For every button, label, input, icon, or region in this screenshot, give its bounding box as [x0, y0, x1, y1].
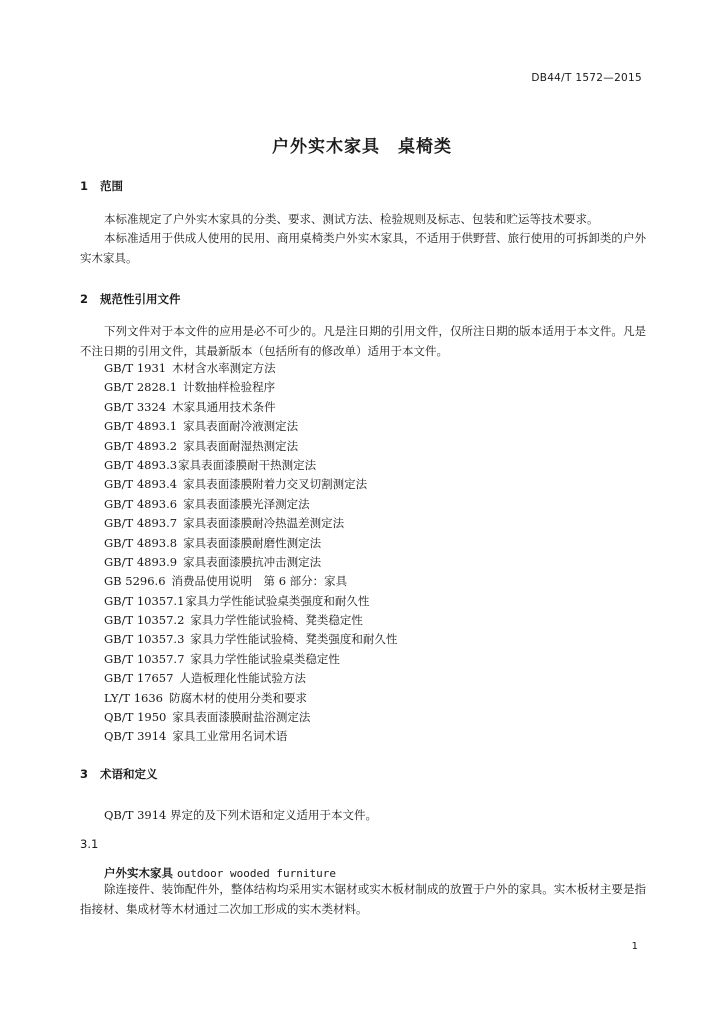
document-title: 户外实木家具 桌椅类 [272, 137, 452, 157]
reference-code: QB/T 1950 [104, 710, 167, 725]
reference-title: 家具力学性能试验椅、凳类稳定性 [190, 613, 363, 628]
section-title: 范围 [100, 179, 123, 193]
reference-code: GB/T 3324 [104, 399, 167, 414]
reference-item [104, 495, 397, 514]
reference-item [104, 398, 397, 417]
reference-code: GB/T 10357.7 [104, 651, 185, 666]
reference-title: 家具力学性能试验桌类强度和耐久性 [185, 593, 370, 608]
subsection-number: 3.1 [80, 837, 99, 851]
reference-item [104, 417, 397, 436]
reference-code: GB/T 4893.9 [104, 554, 178, 569]
reference-title: 防腐木材的使用分类和要求 [168, 690, 307, 705]
reference-code: GB/T 4893.2 [104, 438, 178, 453]
reference-item [104, 650, 397, 669]
reference-code: GB/T 2828.1 [104, 380, 178, 395]
reference-title: 消费品使用说明 第 6 部分：家具 [171, 574, 348, 589]
reference-code: GB/T 4893.7 [104, 516, 178, 531]
reference-item [104, 689, 397, 708]
reference-code: GB 5296.6 [104, 574, 166, 589]
section-number: 3 [80, 767, 89, 781]
reference-item [104, 359, 397, 378]
reference-code: GB/T 4893.6 [104, 496, 178, 511]
reference-title: 家具表面漆膜抗冲击测定法 [183, 554, 322, 569]
reference-title: 家具表面漆膜耐冷热温差测定法 [183, 516, 345, 531]
reference-title: 家具力学性能试验桌类稳定性 [190, 651, 340, 666]
reference-item [104, 534, 397, 553]
page-number: 1 [631, 941, 638, 952]
reference-item [104, 727, 397, 746]
reference-title: 家具表面耐冷液测定法 [183, 419, 299, 434]
reference-item [104, 378, 397, 397]
reference-item [104, 572, 397, 591]
reference-list [104, 359, 397, 747]
reference-title: 家具表面漆膜耐磨性测定法 [183, 535, 322, 550]
scope-paragraph-2: 本标准适用于供成人使用的民用、商用桌椅类户外实木家具，不适用于供野营、旅行使用的可拆卸类的户外实木家具。 [80, 231, 646, 265]
reference-title: 家具表面漆膜耐干热测定法 [178, 457, 317, 472]
reference-title: 人造板理化性能试验方法 [179, 671, 306, 686]
section-1-heading [80, 178, 123, 194]
reference-item [104, 630, 397, 649]
reference-title: 木家具通用技术条件 [172, 399, 276, 414]
reference-title: 计数抽样检验程序 [183, 380, 276, 395]
section-number: 2 [80, 292, 89, 306]
reference-item [104, 592, 397, 611]
reference-code: QB/T 3914 [104, 729, 167, 744]
reference-code: GB/T 4893.4 [104, 477, 178, 492]
reference-code: GB/T 10357.3 [104, 632, 185, 647]
reference-item [104, 456, 397, 475]
reference-title: 家具表面漆膜耐盐浴测定法 [172, 710, 311, 725]
reference-code: GB/T 10357.2 [104, 613, 185, 628]
reference-item [104, 611, 397, 630]
reference-code: GB/T 10357.1 [104, 593, 185, 608]
reference-code: GB/T 1931 [104, 361, 167, 375]
term-definition: 除连接件、装饰配件外，整体结构均采用实木锯材或实木板材制成的放置于户外的家具。实木板材主要是指指接材、集成材等木材通过二次加工形成的实木类材料。 [80, 882, 646, 916]
reference-item [104, 708, 397, 727]
term-english: outdoor wooded furniture [177, 867, 336, 880]
reference-title: 木材含水率测定方法 [172, 361, 276, 375]
reference-code: GB/T 4893.1 [104, 419, 178, 434]
reference-item [104, 669, 397, 688]
reference-title: 家具表面漆膜附着力交叉切割测定法 [183, 477, 368, 492]
term-chinese: 户外实木家具 [104, 866, 173, 880]
reference-item [104, 553, 397, 572]
reference-item [104, 475, 397, 494]
section-number: 1 [80, 179, 89, 193]
reference-title: 家具表面耐湿热测定法 [183, 438, 299, 453]
reference-title: 家具力学性能试验椅、凳类强度和耐久性 [190, 632, 398, 647]
term-entry [104, 865, 336, 881]
reference-title: 家具工业常用名词术语 [172, 729, 288, 744]
terms-intro: QB/T 3914 界定的及下列术语和定义适用于本文件。 [104, 808, 377, 822]
standard-code: DB44/T 1572—2015 [531, 72, 642, 84]
section-2-heading [80, 291, 181, 307]
reference-item [104, 514, 397, 533]
references-intro: 下列文件对于本文件的应用是必不可少的。凡是注日期的引用文件，仅所注日期的版本适用于本文件。凡是不注日期的引用文件，其最新版本（包括所有的修改单）适用于本文件。 [80, 324, 646, 358]
reference-code: GB/T 17657 [104, 671, 174, 686]
scope-paragraph-1: 本标准规定了户外实木家具的分类、要求、测试方法、检验规则及标志、包装和贮运等技术要求。 [104, 212, 599, 226]
section-title: 术语和定义 [100, 767, 158, 781]
section-title: 规范性引用文件 [100, 292, 181, 306]
reference-item [104, 437, 397, 456]
reference-code: GB/T 4893.3 [104, 457, 178, 472]
reference-title: 家具表面漆膜光泽测定法 [183, 496, 310, 511]
section-3-heading [80, 766, 158, 782]
reference-code: LY/T 1636 [104, 690, 163, 705]
reference-code: GB/T 4893.8 [104, 535, 178, 550]
